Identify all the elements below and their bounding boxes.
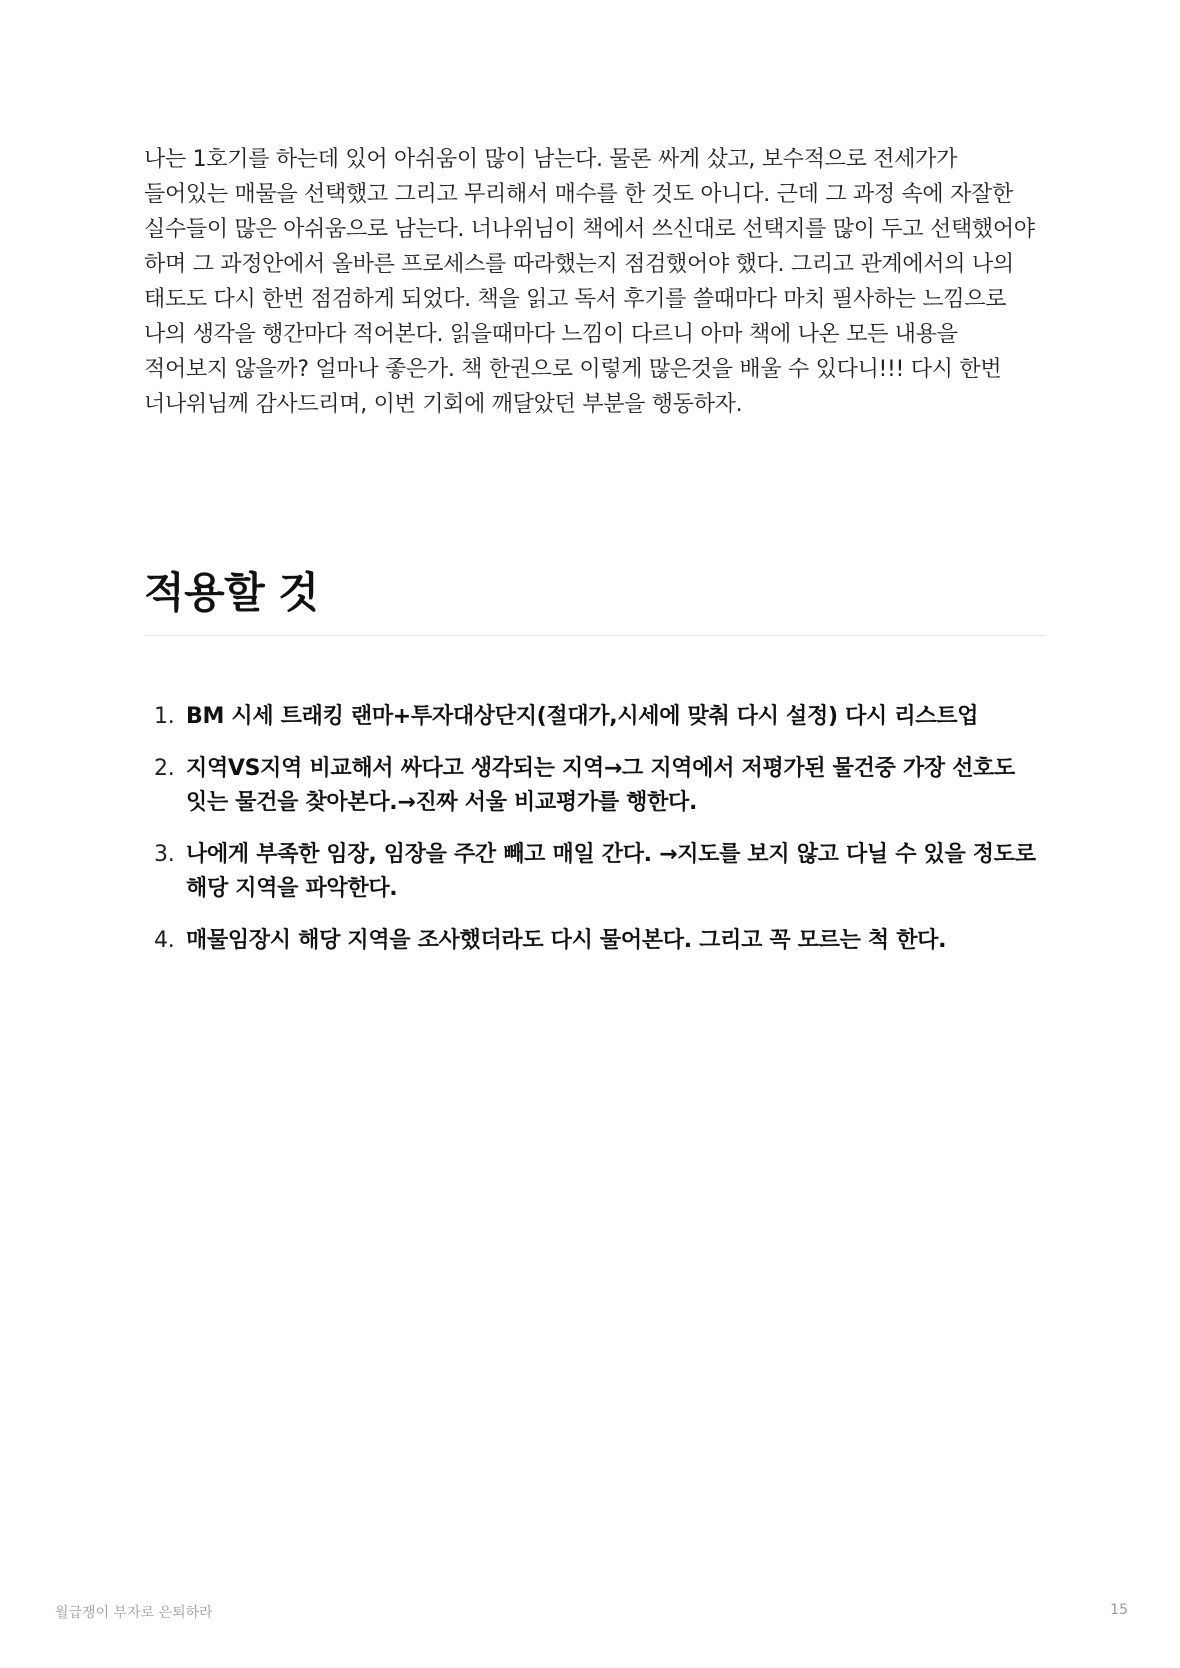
list-item-text: BM 시세 트래킹 랜마+투자대상단지(절대가,시세에 맞춰 다시 설정) 다시 리스트업 bbox=[186, 704, 979, 729]
apply-list bbox=[144, 700, 1044, 976]
list-item-number: 1. bbox=[154, 704, 175, 729]
list-item bbox=[144, 700, 1044, 734]
list-item bbox=[144, 752, 1044, 820]
list-item-text: 지역VS지역 비교해서 싸다고 생각되는 지역→그 지역에서 저평가된 물건중 가장 선호도 잇는 물건을 찾아본다.→진짜 서울 비교평가를 행한다. bbox=[186, 756, 1016, 815]
list-item-number: 3. bbox=[154, 842, 175, 867]
review-paragraph: 나는 1호기를 하는데 있어 아쉬움이 많이 남는다. 물론 싸게 샀고, 보수적으로 전세가가 들어있는 매물을 선택했고 그리고 무리해서 매수를 한 것도 아니다. 근데 그 과정 속에 자잘한 실수들이 많은 아쉬움으로 남는다. 너나위님이 책에서 쓰신대로 선택지를 많이 두고 선택했어야 하며 그 과정안에서 올바른 프로세스를 따라했는지 점검했어야 했다. 그리고 관계에서의 나의 태도도 다시 한번 점검하게 되었다. 책을 읽고 독서 후기를 쓸때마다 마치 필사하는 느낌으로 나의 생각을 행간마다 적어본다. 읽을때마다 느낌이 다르니 아마 책에 나온 모든 내용을 적어보지 않을까? 얼마나 좋은가. 책 한권으로 이렇게 많은것을 배울 수 있다니!!! 다시 한번 너나위님께 감사드리며, 이번 기회에 깨달았던 부분을 행동하자. bbox=[144, 147, 1035, 417]
list-item-text: 매물임장시 해당 지역을 조사했더라도 다시 물어본다. 그리고 꼭 모르는 척 한다. bbox=[186, 928, 947, 953]
page-number: 15 bbox=[1110, 1602, 1128, 1618]
list-item bbox=[144, 838, 1044, 906]
section-title: 적용할 것 bbox=[144, 568, 319, 617]
list-item-number: 4. bbox=[154, 928, 175, 953]
footer-book-title: 월급쟁이 부자로 은퇴하라 bbox=[55, 1605, 213, 1621]
section-divider bbox=[144, 635, 1044, 636]
list-item bbox=[144, 924, 1044, 958]
list-item-text: 나에게 부족한 임장, 임장을 주간 빼고 매일 간다. →지도를 보지 않고 다닐 수 있을 정도로 해당 지역을 파악한다. bbox=[186, 842, 1036, 901]
list-item-number: 2. bbox=[154, 756, 175, 781]
